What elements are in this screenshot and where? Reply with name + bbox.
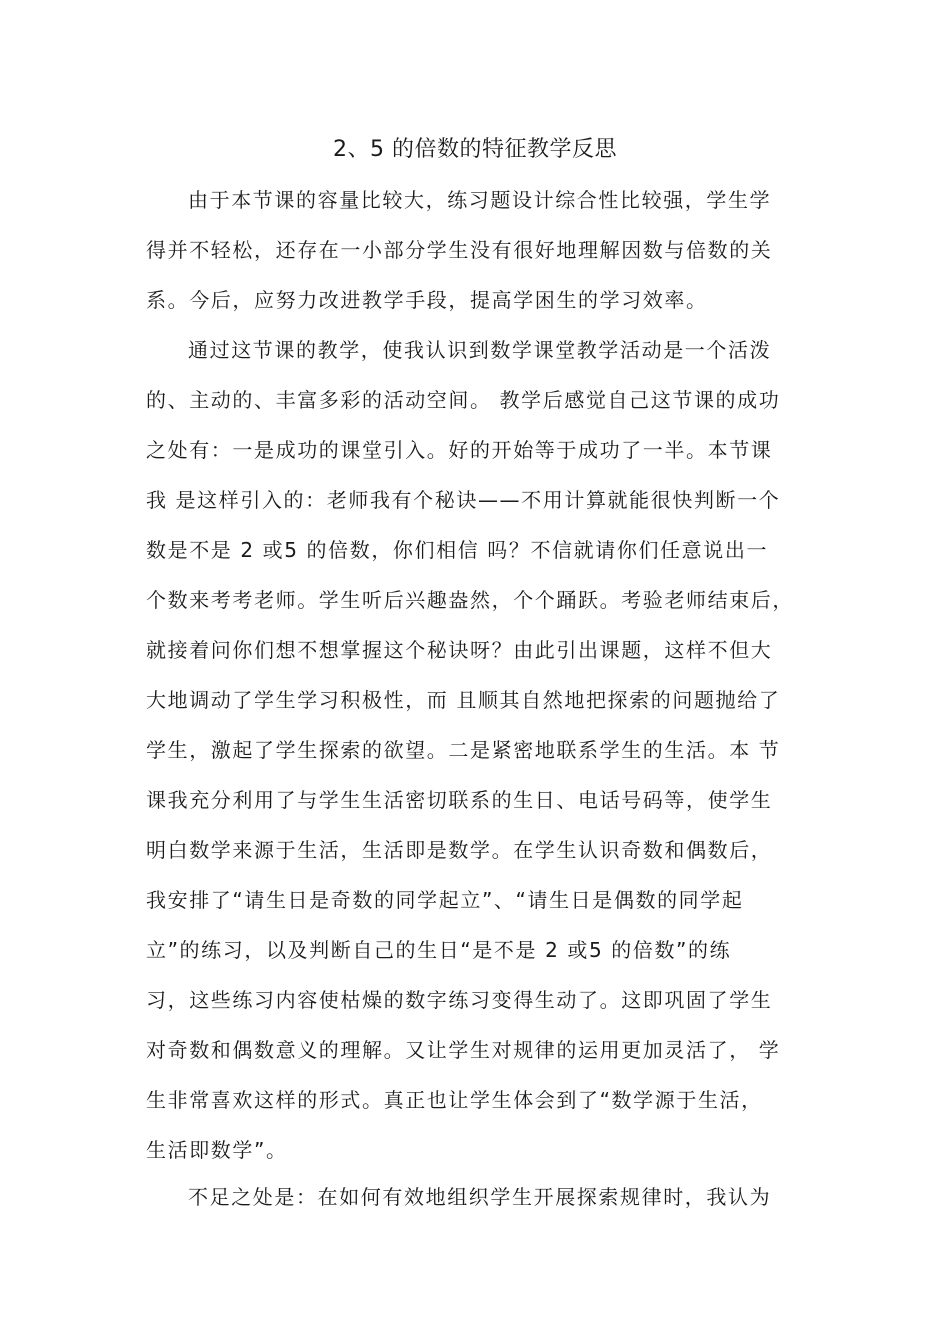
paragraph-line: 通过这节课的教学，使我认识到数学课堂教学活动是一个活泼 — [188, 338, 772, 362]
paragraph-3 — [146, 1172, 806, 1222]
paragraph-line: 我安排了“请生日是奇数的同学起立”、“请生日是偶数的同学起 — [146, 888, 744, 912]
document-title: 2、5 的倍数的特征教学反思 — [333, 137, 617, 162]
paragraph-line: 之处有：一是成功的课堂引入。好的开始等于成功了一半。本节课 — [146, 438, 773, 462]
paragraph-line: 明白数学来源于生活，生活即是数学。在学生认识奇数和偶数后， — [146, 838, 773, 862]
paragraph-line: 数是不是 2 或5 的倍数，你们相信 吗？不信就请你们任意说出一 — [146, 538, 769, 562]
paragraph-line: 大地调动了学生学习积极性，而 且顺其自然地把探索的问题抛给了 — [146, 688, 781, 712]
paragraph-line: 学生，激起了学生探索的欲望。二是紧密地联系学生的生活。本 节 — [146, 738, 781, 762]
paragraph-line: 生活即数学”。 — [146, 1138, 288, 1162]
paragraph-line: 生非常喜欢这样的形式。真正也让学生体会到了“数学源于生活， — [146, 1088, 763, 1112]
paragraph-line: 的、主动的、丰富多彩的活动空间。 教学后感觉自己这节课的成功 — [146, 388, 781, 412]
paragraph-line: 立”的练习，以及判断自己的生日“是不是 2 或5 的倍数”的练 — [146, 938, 732, 962]
paragraph-1 — [146, 175, 806, 325]
paragraph-line: 个数来考考老师。学生听后兴趣盎然，个个踊跃。考验老师结束后， — [146, 588, 794, 612]
paragraph-line: 不足之处是：在如何有效地组织学生开展探索规律时，我认为 — [188, 1185, 772, 1209]
paragraph-line: 习，这些练习内容使枯燥的数字练习变得生动了。这即巩固了学生 — [146, 988, 773, 1012]
paragraph-line: 得并不轻松，还存在一小部分学生没有很好地理解因数与倍数的关 — [146, 238, 773, 262]
paragraph-line: 我 是这样引入的：老师我有个秘诀——不用计算就能很快判断一个 — [146, 488, 781, 512]
paragraph-line: 由于本节课的容量比较大，练习题设计综合性比较强，学生学 — [188, 188, 772, 212]
paragraph-line: 系。今后，应努力改进教学手段，提高学困生的学习效率。 — [146, 288, 708, 312]
paragraph-line: 课我充分利用了与学生生活密切联系的生日、电话号码等，使学生 — [146, 788, 773, 812]
paragraph-line: 就接着问你们想不想掌握这个秘诀呀？由此引出课题，这样不但大 — [146, 638, 773, 662]
paragraph-line: 对奇数和偶数意义的理解。又让学生对规律的运用更加灵活了， 学 — [146, 1038, 781, 1062]
paragraph-2 — [146, 325, 806, 1175]
